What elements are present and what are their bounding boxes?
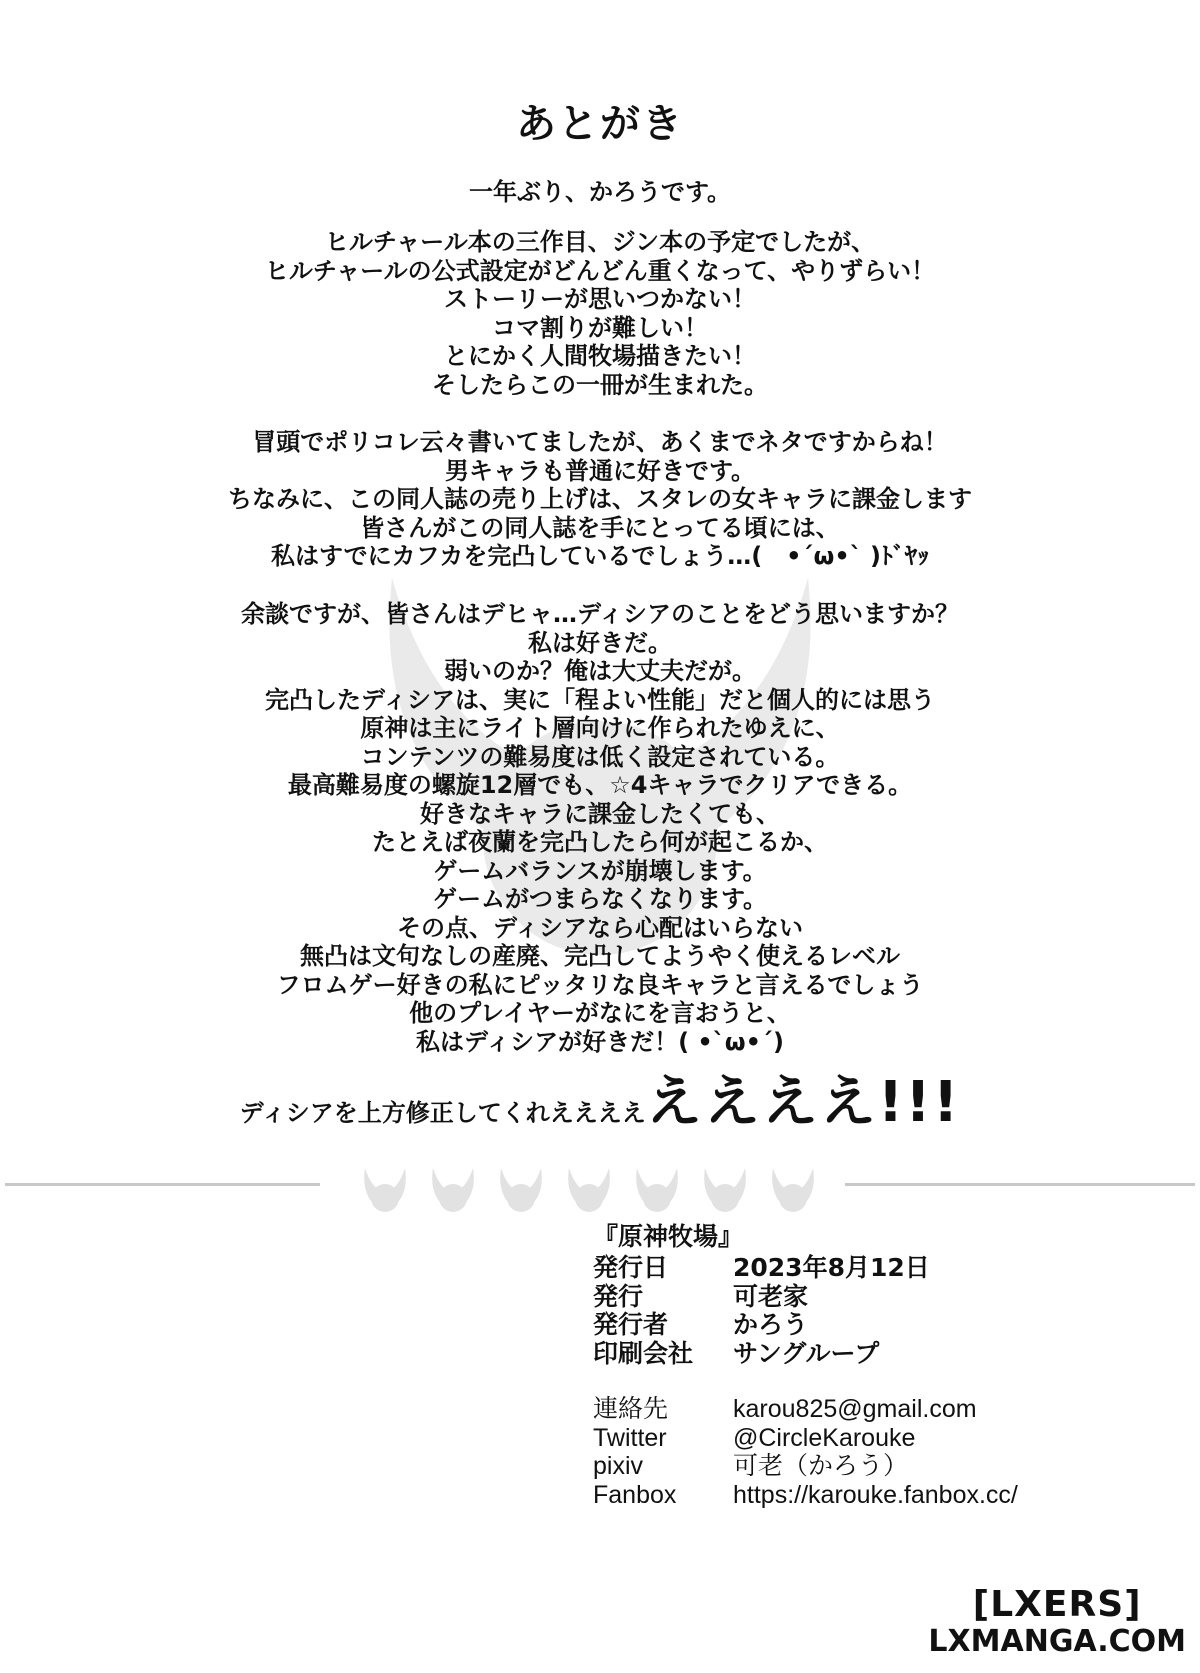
text-line: とにかく人間牧場描きたい！ — [444, 342, 756, 370]
colophon-value: 可老家 — [733, 1281, 809, 1311]
text-line: ヒルチャール本の三作目、ジン本の予定でしたが、 — [324, 228, 876, 256]
contact-row — [593, 1481, 1018, 1510]
text-line: 完凸したディシアは、実に「程よい性能」だと個人的には思う — [264, 685, 936, 714]
text-line: その点、ディシアなら心配はいらない — [396, 913, 804, 942]
watermark-line-1: [LXERS] — [972, 1584, 1142, 1625]
text-line: ゲームがつまらなくなります。 — [432, 885, 768, 913]
text-line: 好きなキャラに課金したくても、 — [420, 799, 780, 828]
text-line: 余談ですが、皆さんはデヒャ…ディシアのことをどう思いますか？ — [240, 600, 960, 628]
text-line: 私は好きだ。 — [528, 628, 672, 657]
colophon-row — [593, 1254, 1018, 1283]
contact-key: Twitter — [593, 1423, 667, 1452]
text-line: 私はディシアが好きだ！( •`ω•´) — [416, 1027, 784, 1056]
colophon-key: 発行 — [593, 1281, 644, 1311]
text-line: 最高難易度の螺旋12層でも、☆4キャラでクリアできる。 — [287, 771, 913, 799]
page-title: あとがき — [516, 101, 684, 147]
shout-big: ええええ!!! — [645, 1070, 961, 1135]
contact-row — [593, 1424, 1018, 1453]
text-line: ストーリーが思いつかない！ — [444, 285, 756, 313]
paragraph-3 — [0, 600, 1200, 1056]
contact-twitter: @CircleKarouke — [733, 1423, 916, 1452]
divider-left — [5, 1183, 320, 1186]
colophon-row — [593, 1340, 1018, 1369]
text-line: 私はすでにカフカを完凸しているでしょう…( •´ω•` )ﾄﾞﾔｯ — [270, 542, 930, 570]
colophon-value: サングループ — [733, 1338, 880, 1368]
site-watermark — [928, 1585, 1186, 1659]
colophon-row — [593, 1311, 1018, 1340]
contact-key: 連絡先 — [593, 1395, 669, 1423]
contact-block — [593, 1395, 1018, 1509]
colophon-row — [593, 1283, 1018, 1312]
emblem-row-icon — [352, 1160, 832, 1220]
contact-pixiv: 可老（かろう） — [733, 1452, 909, 1480]
text-line: ヒルチャールの公式設定がどんどん重くなって、やりずらい！ — [264, 256, 936, 285]
text-line: ゲームバランスが崩壊します。 — [433, 856, 767, 885]
contact-row — [593, 1452, 1018, 1481]
text-line: 男キャラも普通に好きです。 — [444, 456, 756, 485]
colophon-key: 印刷会社 — [593, 1338, 694, 1368]
text-line: 弱いのか？俺は大丈夫だが。 — [444, 657, 756, 685]
colophon — [593, 1222, 1018, 1509]
work-title: 『原神牧場』 — [593, 1222, 744, 1251]
text-line: そしたらこの一冊が生まれた。 — [432, 370, 768, 399]
colophon-value: かろう — [733, 1310, 809, 1339]
paragraph-2 — [0, 428, 1200, 571]
colophon-key: 発行日 — [593, 1253, 669, 1282]
greeting-line: 一年ぶり、かろうです。 — [468, 178, 732, 206]
colophon-key: 発行者 — [593, 1310, 669, 1339]
divider-right — [845, 1183, 1195, 1186]
contact-fanbox: https://karouke.fanbox.cc/ — [733, 1480, 1018, 1509]
paragraph-1 — [0, 228, 1200, 399]
shout-line — [0, 1070, 1200, 1135]
watermark-line-2: LXMANGA.COM — [928, 1624, 1186, 1659]
text-line: ちなみに、この同人誌の売り上げは、スタレの女キャラに課金します — [228, 485, 972, 513]
text-line: 皆さんがこの同人誌を手にとってる頃には、 — [360, 513, 840, 542]
text-line: 他のプレイヤーがなにを言おうと、 — [409, 999, 791, 1027]
text-line: 原神は主にライト層向けに作られたゆえに、 — [360, 714, 840, 742]
text-line: 無凸は文句なしの産廃、完凸してようやく使えるレベル — [300, 942, 900, 970]
contact-email: karou825@gmail.com — [733, 1395, 977, 1423]
contact-key: pixiv — [593, 1452, 644, 1480]
colophon-value: 2023年8月12日 — [733, 1253, 930, 1282]
contact-row — [593, 1395, 1018, 1424]
text-line: コマ割りが難しい！ — [492, 313, 708, 342]
contact-key: Fanbox — [593, 1480, 677, 1509]
text-line: コンテンツの難易度は低く設定されている。 — [360, 742, 840, 771]
shout-small: ディシアを上方修正してくれええええ — [239, 1099, 646, 1127]
text-line: たとえば夜蘭を完凸したら何が起こるか、 — [372, 828, 828, 856]
text-line: 冒頭でポリコレ云々書いてましたが、あくまでネタですからね！ — [252, 428, 948, 456]
text-line: フロムゲー好きの私にピッタリな良キャラと言えるでしょう — [276, 970, 924, 999]
